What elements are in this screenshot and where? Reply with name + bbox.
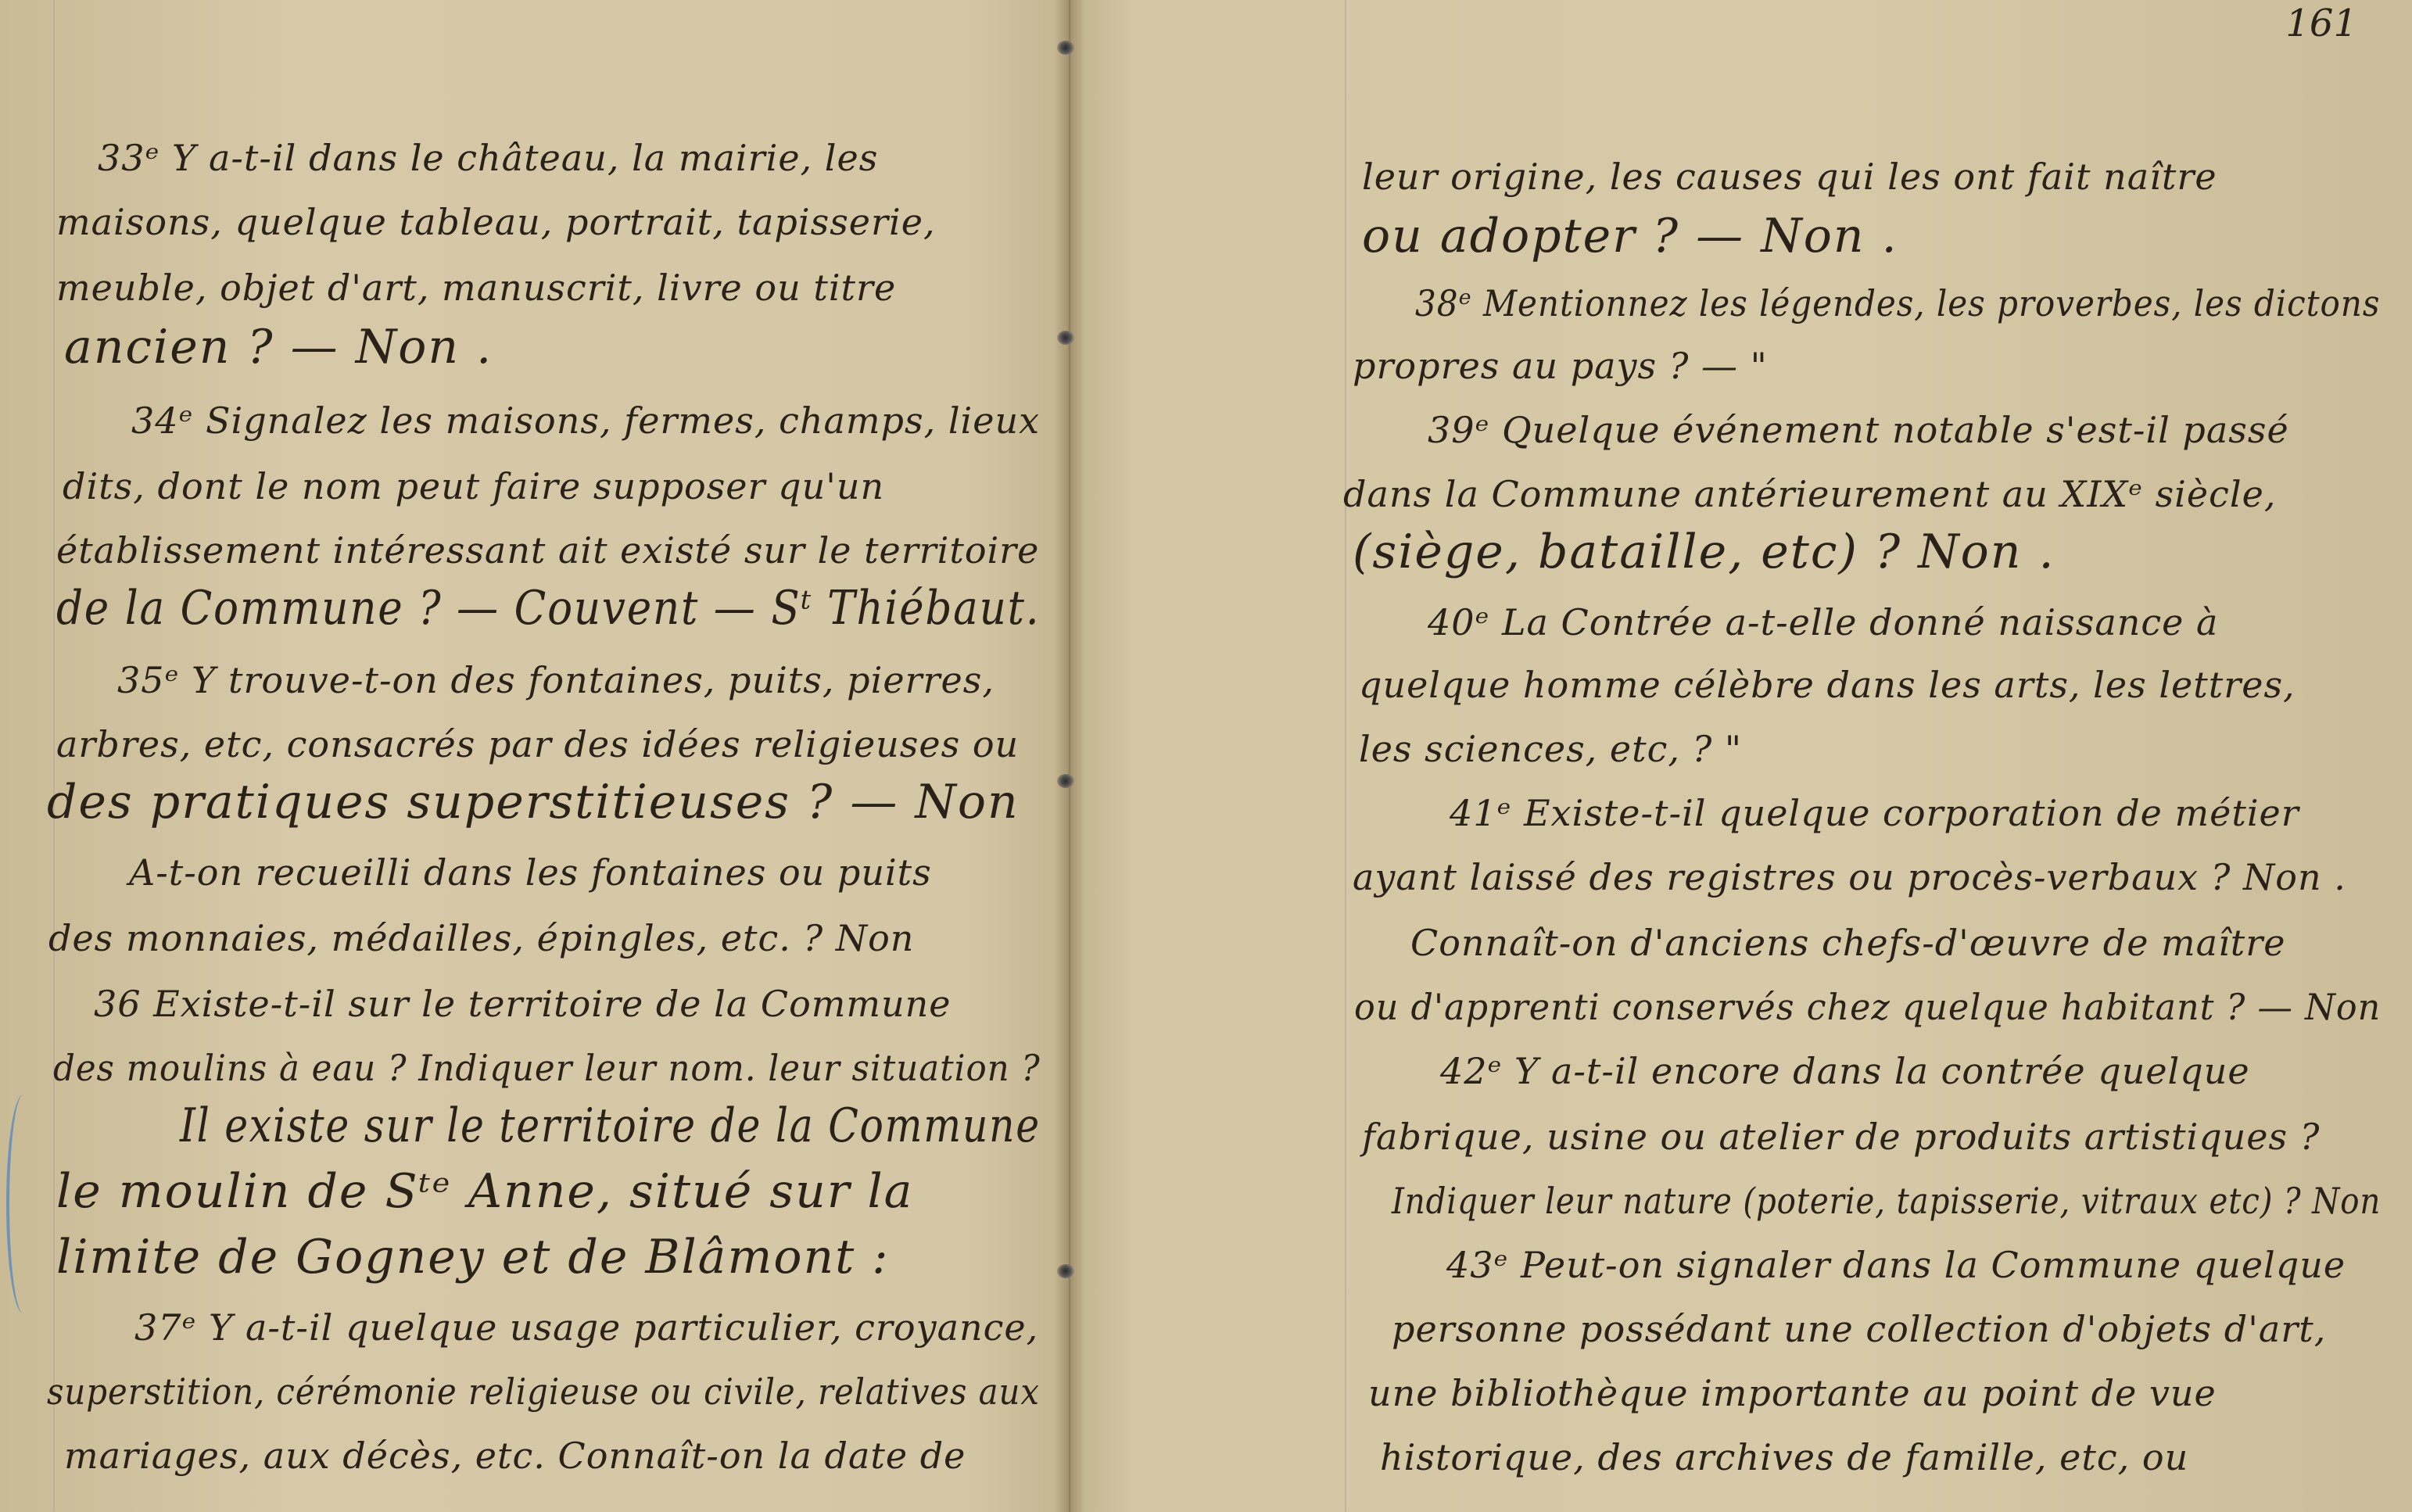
text-line: maisons, quelque tableau, portrait, tapisserie,: [56, 201, 936, 243]
text-line: ayant laissé des registres ou procès-verbaux ? Non .: [1353, 856, 2346, 898]
left-page: [0, 0, 1071, 1512]
text-line: ou adopter ? — Non .: [1362, 209, 1898, 263]
text-line: Il existe sur le territoire de la Commune: [180, 1098, 1041, 1153]
text-line: A-t-on recueilli dans les fontaines ou puits: [129, 851, 932, 894]
text-line: meuble, objet d'art, manuscrit, livre ou titre: [56, 267, 897, 309]
text-line: ancien ? — Non .: [64, 320, 493, 374]
text-line: 42ᵉ Y a-t-il encore dans la contrée quelque: [1440, 1050, 2250, 1092]
text-line: personne possédant une collection d'objets d'art,: [1392, 1308, 2327, 1350]
text-line: Connaît-on d'anciens chefs-d'œuvre de maître: [1410, 922, 2286, 964]
text-line: 35ᵉ Y trouve-t-on des fontaines, puits, pierres,: [117, 659, 995, 701]
pencil-mark: [6, 1095, 41, 1313]
text-line: (siège, bataille, etc) ? Non .: [1353, 525, 2055, 579]
text-line: mariages, aux décès, etc. Connaît-on la date de: [64, 1435, 966, 1477]
text-line: quelque homme célèbre dans les arts, les lettres,: [1359, 664, 2296, 706]
text-line: leur origine, les causes qui les ont fait naître: [1362, 156, 2217, 198]
text-line: Indiquer leur nature (poterie, tapisserie, vitraux etc) ? Non: [1392, 1180, 2382, 1222]
text-line: 38ᵉ Mentionnez les légendes, les proverbes, les dictons: [1415, 282, 2381, 324]
text-line: 33ᵉ Y a-t-il dans le château, la mairie, les: [98, 137, 879, 179]
text-line: dans la Commune antérieurement au XIXᵉ siècle,: [1343, 473, 2277, 515]
text-line: les sciences, etc, ? ": [1359, 728, 1743, 770]
text-line: des monnaies, médailles, épingles, etc. ? Non: [48, 917, 915, 959]
text-line: 36 Existe-t-il sur le territoire de la Commune: [94, 983, 952, 1025]
text-line: une bibliothèque importante au point de vue: [1368, 1372, 2217, 1414]
text-line: 37ᵉ Y a-t-il quelque usage particulier, croyance,: [134, 1306, 1039, 1349]
text-line: 39ᵉ Quelque événement notable s'est-il passé: [1428, 409, 2289, 451]
text-line: 34ᵉ Signalez les maisons, fermes, champs, lieux: [131, 399, 1041, 442]
right-page: [1071, 0, 2412, 1512]
text-line: fabrique, usine ou atelier de produits artistiques ?: [1362, 1116, 2321, 1158]
text-line: arbres, etc, consacrés par des idées religieuses ou: [56, 723, 1020, 765]
text-line: des pratiques superstitieuses ? — Non: [47, 775, 1020, 829]
margin-rule: [1345, 0, 1346, 1512]
text-line: le moulin de Sᵗᵉ Anne, situé sur la: [56, 1164, 914, 1219]
text-line: historique, des archives de famille, etc, ou: [1380, 1436, 2189, 1478]
text-line: superstition, cérémonie religieuse ou civile, relatives aux: [47, 1370, 1040, 1413]
text-line: propres au pays ? — ": [1353, 345, 1768, 387]
margin-rule: [53, 0, 55, 1512]
text-line: des moulins à eau ? Indiquer leur nom. leur situation ?: [53, 1047, 1041, 1089]
text-line: dits, dont le nom peut faire supposer qu'un: [63, 465, 885, 507]
text-line: de la Commune ? — Couvent — Sᵗ Thiébaut.: [56, 581, 1041, 636]
text-line: établissement intéressant ait existé sur le territoire: [56, 529, 1040, 571]
text-line: 40ᵉ La Contrée a-t-elle donné naissance à: [1428, 601, 2219, 643]
text-line: 41ᵉ Existe-t-il quelque corporation de métier: [1450, 792, 2299, 834]
text-line: ou d'apprenti conservés chez quelque habitant ? — Non: [1354, 986, 2382, 1028]
text-line: limite de Gogney et de Blâmont :: [56, 1230, 890, 1284]
text-line: 43ᵉ Peut-on signaler dans la Commune quelque: [1446, 1244, 2346, 1286]
page-number: 161: [2285, 2, 2357, 45]
